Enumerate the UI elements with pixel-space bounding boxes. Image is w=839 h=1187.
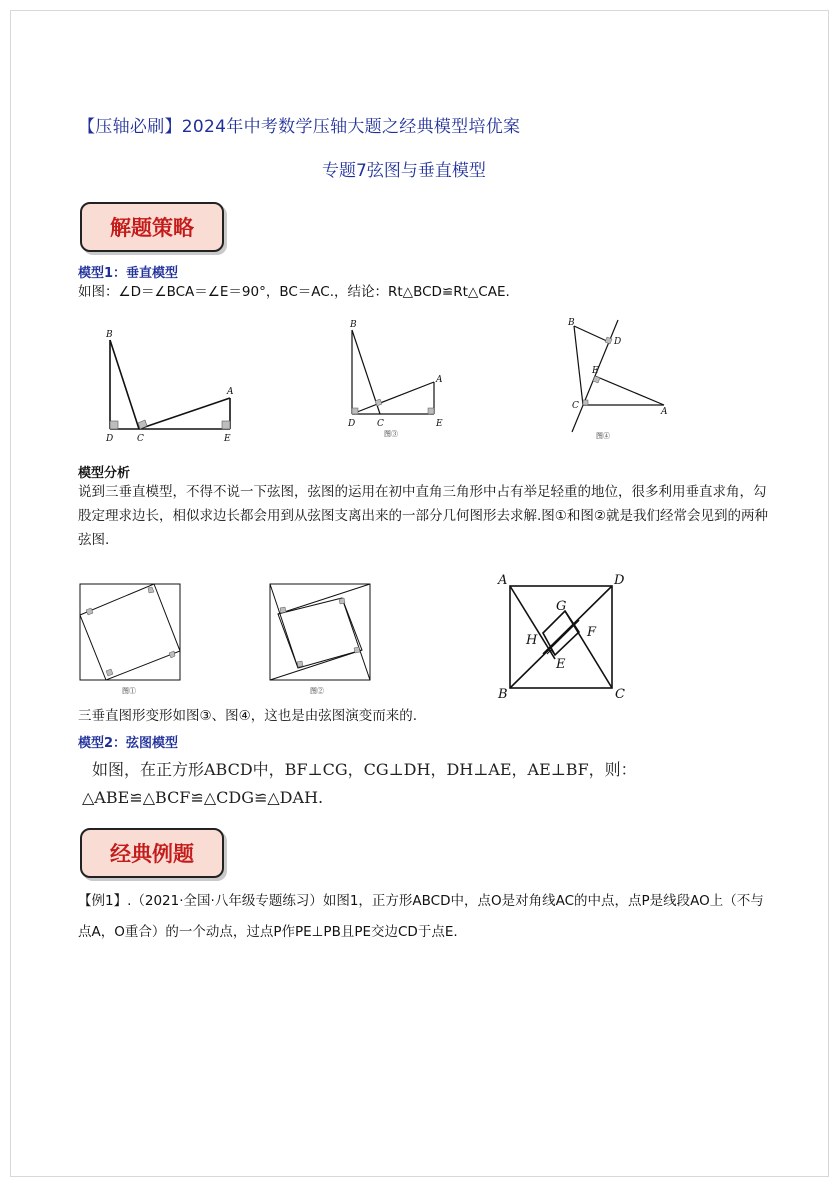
fig4-label-c: C (572, 401, 579, 411)
fig-b-caption: 图② (310, 687, 324, 695)
square-label-f: F (587, 625, 597, 640)
figure-chord-diagram-2 (266, 580, 376, 698)
page-subtitle: 专题7弦图与垂直模型 (322, 161, 486, 181)
fig3-caption: 图③ (384, 430, 398, 438)
strategy-badge: 解题策略 (80, 202, 224, 252)
fig3-label-b: B (350, 320, 357, 330)
analysis-note: 三垂直图形变形如图③、图④，这也是由弦图演变而来的. (78, 708, 417, 724)
analysis-heading: 模型分析 (78, 466, 131, 481)
fig3-label-e: E (436, 419, 443, 429)
fig3-label-d: D (348, 419, 356, 429)
fig4-label-e: E (592, 366, 599, 376)
figure-chord-diagram-1 (76, 580, 186, 698)
square-label-e: E (556, 657, 566, 672)
fig-a-caption: 图① (122, 687, 136, 695)
fig1-label-d: D (106, 434, 114, 444)
figure-chord-square (492, 568, 632, 702)
figure-perpendicular-model-3 (342, 316, 452, 440)
square-label-g: G (556, 599, 567, 614)
fig1-label-b: B (106, 330, 113, 340)
example1-text: 【例1】.（2021·全国·八年级专题练习）如图1，正方形ABCD中，点O是对角线AC的中点，点P是线段AO上（不与点A，O重合）的一个动点，过点P作PE⊥PB且PE交边CD于点E. (78, 893, 764, 940)
model2-line1: 如图，在正方形ABCD中，BF⊥CG，CG⊥DH，DH⊥AE，AE⊥BF，则： (92, 760, 637, 779)
square-label-d: D (614, 573, 625, 588)
square-label-c: C (615, 687, 625, 702)
figure-perpendicular-model-1 (98, 326, 248, 446)
page-title: 【压轴必刷】2024年中考数学压轴大题之经典模型培优案 (78, 117, 521, 137)
fig4-label-d: D (614, 337, 622, 347)
square-label-h: H (526, 633, 538, 648)
model2-heading: 模型2：弦图模型 (78, 736, 179, 751)
fig3-label-a: A (436, 375, 443, 385)
fig1-label-c: C (137, 434, 144, 444)
fig1-label-a: A (227, 387, 234, 397)
fig4-caption: 图④ (596, 432, 610, 440)
fig4-label-b: B (568, 318, 575, 328)
square-label-a: A (498, 573, 508, 588)
examples-badge: 经典例题 (80, 828, 224, 878)
fig4-label-a: A (661, 407, 668, 417)
fig3-label-c: C (377, 419, 384, 429)
fig1-label-e: E (224, 434, 231, 444)
square-label-b: B (498, 687, 508, 702)
model2-line2: △ABE≌△BCF≌△CDG≌△DAH. (82, 788, 324, 807)
analysis-paragraph: 说到三垂直模型，不得不说一下弦图，弦图的运用在初中直角三角形中占有举足轻重的地位，很多利用垂直求角，勾股定理求边长，相似求边长都会用到从弦图支离出来的一部分几何图形去求解.图①和图②就是我们经常会见到的两种弦图. (78, 484, 768, 548)
model1-heading: 模型1：垂直模型 (78, 266, 179, 281)
figure-perpendicular-model-4 (562, 314, 682, 444)
model1-statement: 如图：∠D＝∠BCA＝∠E＝90°，BC＝AC.，结论：Rt△BCD≌Rt△CAE. (78, 284, 510, 300)
